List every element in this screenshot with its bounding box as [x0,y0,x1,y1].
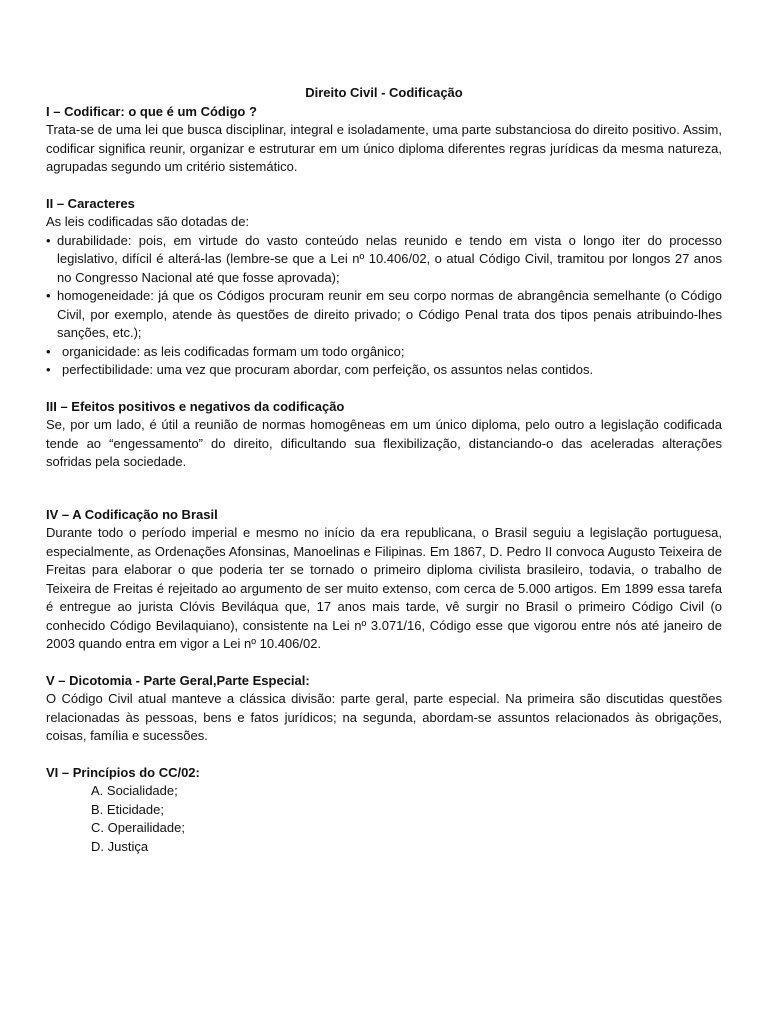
spacer [46,746,722,764]
section-paragraph: Trata-se de uma lei que busca disciplinar, integral e isoladamente, uma parte substanciosa do direito positivo. Assim, codificar significa reunir, organizar e estruturar em um único diploma diferentes regras jurídicas da mesma natureza, agrupadas segundo um critério sistemático. [46,122,722,174]
section-paragraph: O Código Civil atual manteve a clássica divisão: parte geral, parte especial. Na primeira são discutidas questões relacionadas às pessoas, bens e fatos jurídicos; na segunda, abordam-se assuntos relacionados às obrigações, coisas, família e sucessões. [46,691,722,743]
section-codificar [46,103,722,177]
section-heading: II – Caracteres [46,195,135,211]
principles-list [46,782,722,856]
document-page [46,84,722,856]
bullet-icon: • [46,288,51,303]
section-intro: As leis codificadas são dotadas de: [46,214,250,229]
spacer [46,472,722,506]
section-principios [46,764,722,857]
section-codificacao-brasil [46,506,722,654]
list-item-text: homogeneidade: já que os Códigos procuram reunir em seu corpo normas de abrangência semelhante (o Código Civil, por exemplo, atende às questões de direito privado; o Código Penal trata dos tipos penais atribuindo-lhes sanções, etc.); [57,288,722,340]
section-dicotomia [46,672,722,746]
spacer [46,177,722,195]
list-item: A. Socialidade; [91,783,178,798]
list-item [46,287,722,343]
bullet-list [46,232,722,380]
section-heading: IV – A Codificação no Brasil [46,506,218,522]
section-heading: I – Codificar: o que é um Código ? [46,103,257,119]
list-item [46,343,722,362]
section-heading: III – Efeitos positivos e negativos da codificação [46,398,345,414]
spacer [46,380,722,398]
list-item-text: organicidade: as leis codificadas formam um todo orgânico; [62,343,405,359]
list-item: B. Eticidade; [91,801,164,817]
bullet-icon: • [46,362,51,377]
list-item: D. Justiça [91,838,149,854]
list-item [46,361,722,380]
list-item-text: durabilidade: pois, em virtude do vasto conteúdo nelas reunido e tendo em vista o longo iter do processo legislativo, difícil é alterá-las (lembre-se que a Lei nº 10.406/02, o atual Código Civil, tramitou por longos 27 anos no Congresso Nacional até que fosse aprovada); [57,232,722,285]
spacer [46,654,722,672]
section-efeitos [46,398,722,472]
section-heading: V – Dicotomia - Parte Geral,Parte Especial: [46,672,310,688]
list-item [46,232,722,288]
list-item-text: perfectibilidade: uma vez que procuram abordar, com perfeição, os assuntos nelas contidos. [62,362,594,377]
section-caracteres [46,195,722,380]
document-title: Direito Civil - Codificação [305,85,463,100]
bullet-icon: • [46,232,51,248]
section-paragraph: Durante todo o período imperial e mesmo no início da era republicana, o Brasil seguiu a legislação portuguesa, especialmente, as Ordenações Afonsinas, Manoelinas e Filipinas. Em 1867, D. Pedro II convoca Augusto Teixeira de Freitas para elaborar o que poderia ter se tornado o primeiro diploma civilista brasileiro, todavia, o trabalho de Teixeira de Freitas é rejeitado ao argumento de ser muito extenso, com cerca de 5.000 artigos. Em 1899 essa tarefa é entregue ao jurista Clóvis Beviláqua que, 17 anos mais tarde, vê surgir no Brasil o primeiro Código Civil (o conhecido Código Bevilaquiano), consistente na Lei nº 3.071/16, Código esse que vigorou entre nós até janeiro de 2003 quando entra em vigor a Lei nº 10.406/02. [46,525,722,651]
section-paragraph: Se, por um lado, é útil a reunião de normas homogêneas em um único diploma, pelo outro a legislação codificada tende ao “engessamento” do direito, dificultando sua flexibilização, distanciando-o das aceleradas alterações sofridas pela sociedade. [46,417,722,469]
bullet-icon: • [46,343,51,359]
list-item: C. Operailidade; [91,820,185,835]
section-heading: VI – Princípios do CC/02: [46,764,200,780]
